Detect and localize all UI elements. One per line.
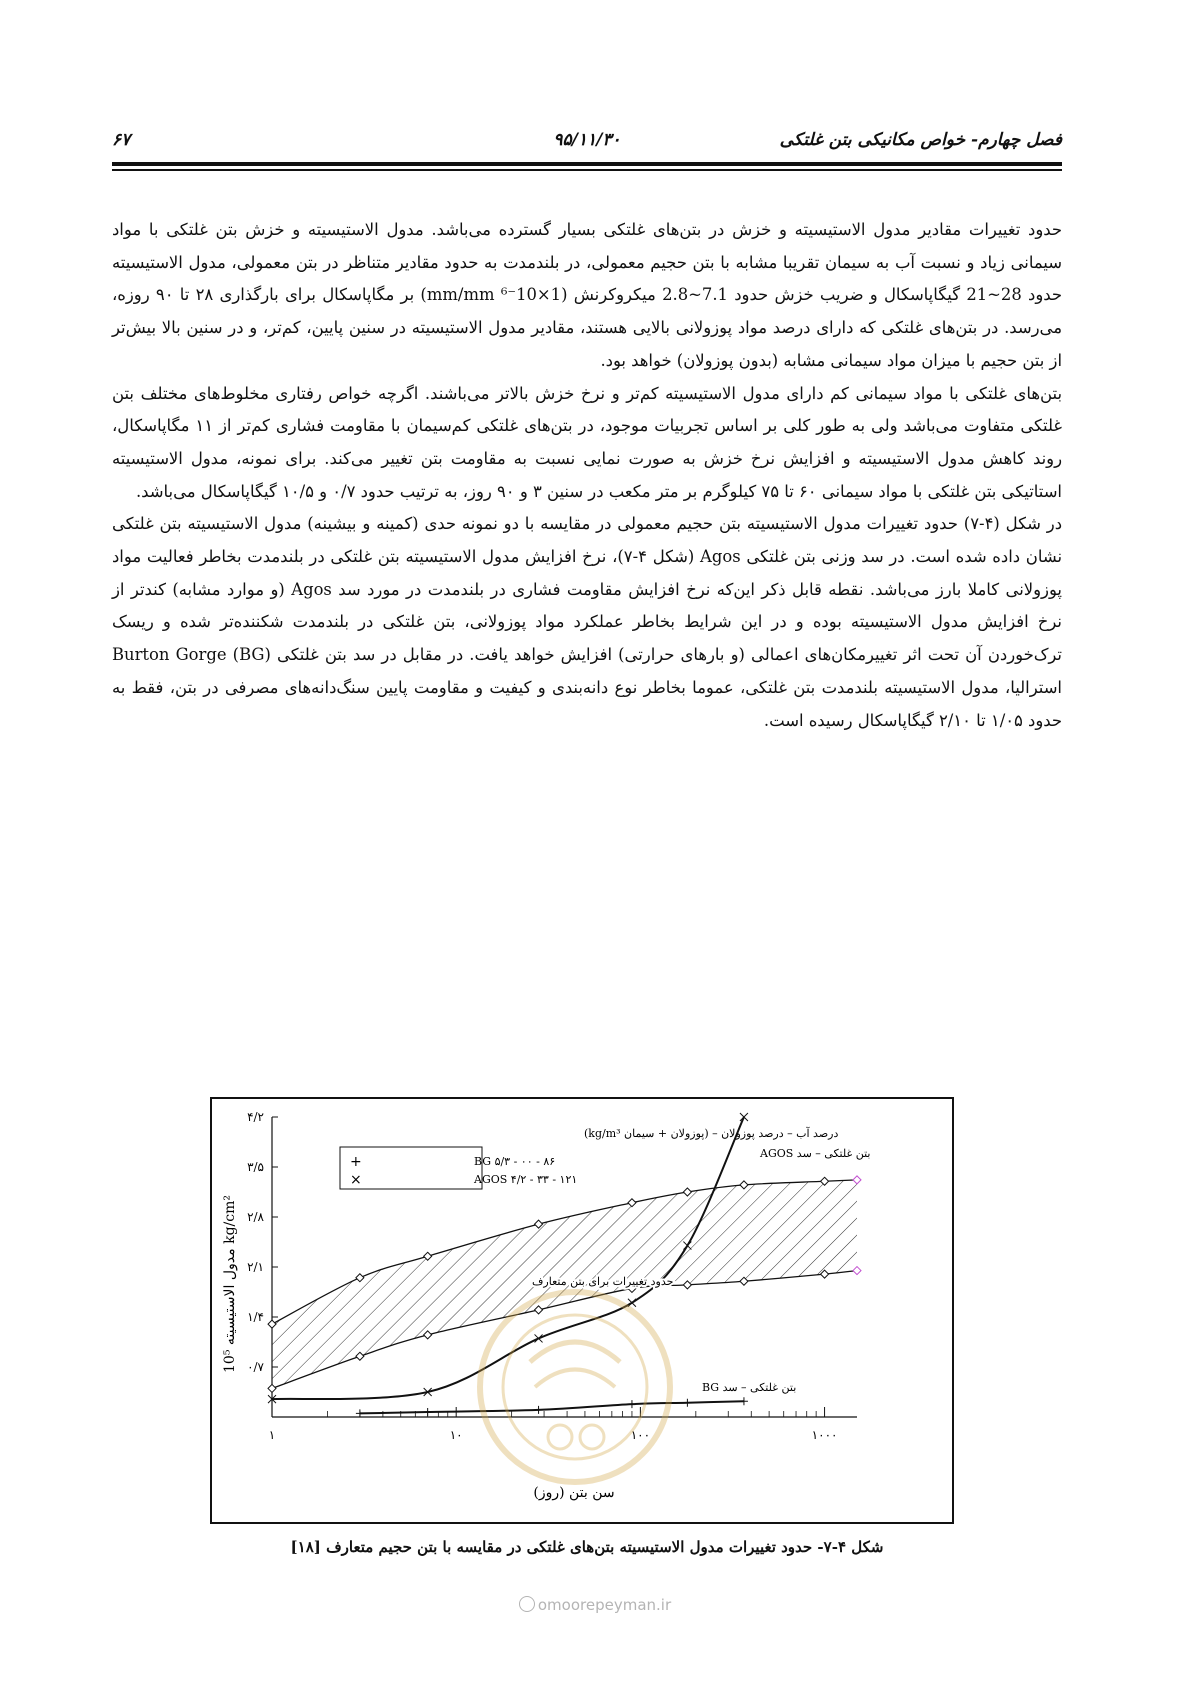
legend-item-bg: BG ۵/۳ - ۰۰ - ۸۶ — [474, 1155, 556, 1168]
page-number: ۶۷ — [112, 130, 131, 150]
point-bg — [356, 1409, 364, 1417]
legend-header: درصد آب – درصد پوزولان – (پوزولان + سیمان kg/m³) — [584, 1127, 839, 1140]
y-tick-label: ۲/۸ — [247, 1210, 264, 1224]
legend-marker-bg: + — [350, 1154, 362, 1170]
point-bg — [424, 1408, 432, 1416]
y-tick-label: ۰/۷ — [247, 1360, 264, 1374]
y-tick-label: ۴/۲ — [247, 1110, 264, 1124]
point-agos — [740, 1113, 748, 1121]
header-rule-thin — [112, 169, 1062, 171]
legend-marker-agos: × — [350, 1172, 362, 1188]
paragraph-1: حدود تغییرات مقادیر مدول الاستیسیته و خزش در بتن‌های غلتکی بسیار گسترده می‌باشد. مدول الاستیسیته و خزش بتن غلتکی با مواد سیمانی زیاد و نسبت آب به سیمان تقریبا مشابه با بتن حجیم معمولی، در بلندمدت به حدود مقادیر متناظر در بتن معمولی، مدول الاستیسیته حدود 28~21 گیگاپاسکال و ضریب خزش حدود 7.1~2.8 میکروکرنش (1×10⁻⁶ mm/mm) بر مگاپاسکال برای بارگذاری ۲۸ تا ۹۰ روزه، می‌رسد. در بتن‌های غلتکی که دارای درصد مواد پوزولانی بالایی هستند، مقادیر مدول الاستیسیته در سنین پایین، کم‌تر، و در سنین بالا بیش‌تر از بتن حجیم با میزان مواد سیمانی مشابه (بدون پوزولان) خواهد بود. — [112, 220, 1062, 370]
body-text — [112, 214, 1062, 737]
header-date: ۹۵/۱۱/۳۰ — [553, 130, 621, 150]
figure-caption: شکل ۴-۷- حدود تغییرات مدول الاستیسیته بتن‌های غلتکی در مقایسه با بتن حجیم متعارف [۱۸] — [290, 1538, 884, 1556]
page-header — [112, 126, 1062, 156]
watermark-text: omoorepeyman.ir — [537, 1596, 672, 1614]
curve-label-band: حدود تغییرات برای بتن متعارف — [532, 1275, 674, 1288]
point-bg — [740, 1397, 748, 1405]
chapter-title: فصل چهارم- خواص مکانیکی بتن غلتکی — [779, 130, 1062, 150]
header-rule-thick — [112, 162, 1062, 166]
paragraph-3: در شکل (۴-۷) حدود تغییرات مدول الاستیسیته بتن حجیم معمولی در مقایسه با دو نمونه حدی (کمینه و بیشینه) مدول الاستیسیته بتن غلتکی نشان داده شده است. در سد وزنی بتن غلتکی Agos (شکل ۴-۷)، نرخ افزایش مدول الاستیسیته بتن غلتکی در بلندمدت بخاطر فعالیت مواد پوزولانی کاملا بارز می‌باشد. نقطه قابل ذکر این‌که نرخ افزایش مقاومت فشاری در بلندمدت در مورد سد Agos (و موارد مشابه) کندتر از نرخ افزایش مدول الاستیسیته بوده و در این شرایط بخاطر عملکرد مواد پوزولانی، بتن غلتکی در بلندمدت شکننده‌تر شده و ریسک ترک‌خوردن آن تحت اثر تغییرمکان‌های اعمالی (و بارهای حرارتی) افزایش خواهد یافت. در مقابل در سد بتن غلتکی Burton Gorge (BG) استرالیا، مدول الاستیسیته بلندمدت بتن غلتکی، عموما بخاطر نوع دانه‌بندی و کیفیت و مقاومت پایین سنگ‌دانه‌های مصرفی در بتن، فقط به حدود ۱/۰۵ تا ۲/۱۰ گیگاپاسکال رسیده است. — [112, 514, 1063, 730]
y-axis-label: مدول الاستیسیته 10⁵ kg/cm² — [222, 1195, 238, 1373]
point-bg — [683, 1399, 691, 1407]
y-tick-label: ۳/۵ — [247, 1160, 264, 1174]
site-watermark — [0, 1596, 1190, 1614]
x-tick-label: ۱ — [268, 1428, 276, 1442]
paragraph-2: بتن‌های غلتکی با مواد سیمانی کم دارای مدول الاستیسیته کم‌تر و نرخ خزش بالاتر می‌باشند. اگرچه خواص رفتاری مخلوط‌های مختلف بتن غلتکی متفاوت می‌باشد ولی به طور کلی بر اساس تجربیات موجود، در بتن‌های غلتکی کم‌سیمان با مقاومت فشاری کم‌تر از ۱۱ مگاپاسکال، روند کاهش مدول الاستیسیته و افزایش نرخ خزش به صورت نمایی نسبت به مقاومت بتن تغییر می‌کند. برای نمونه، مدول الاستیسیته استاتیکی بتن غلتکی با مواد سیمانی ۶۰ تا ۷۵ کیلوگرم بر متر مکعب در سنین ۳ و ۹۰ روز، به ترتیب حدود ۰/۷ و ۱۰/۵ گیگاپاسکال می‌باشد. — [112, 383, 1063, 501]
curve-label-bg: بتن غلتکی – سد BG — [702, 1381, 797, 1394]
seal-watermark-logo — [470, 1272, 680, 1502]
x-axis-label: سن بتن (روز) — [533, 1485, 615, 1501]
curve-label-agos: بتن غلتکی – سد AGOS — [760, 1147, 871, 1160]
globe-icon — [519, 1596, 535, 1612]
y-tick-label: ۲/۱ — [247, 1260, 264, 1274]
y-tick-label: ۱/۴ — [247, 1310, 264, 1324]
legend-item-agos: AGOS ۴/۲ - ۳۳ - ۱۲۱ — [474, 1173, 578, 1186]
x-tick-label: ۱۰ — [449, 1428, 463, 1442]
x-tick-label: ۱۰۰۰ — [811, 1428, 838, 1442]
x-tick-label: ۱۰۰ — [630, 1428, 651, 1442]
